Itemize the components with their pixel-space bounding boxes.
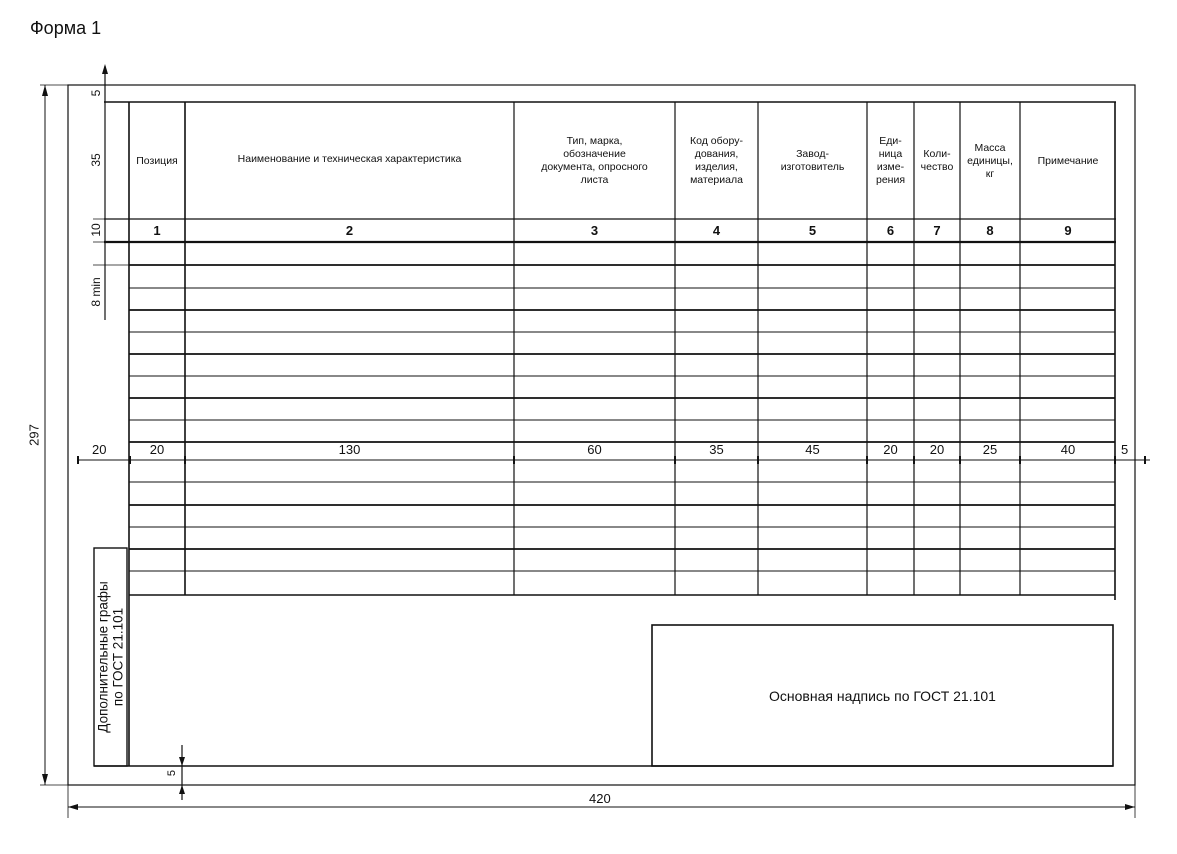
column-number-1: 1 (153, 223, 161, 238)
dim-left-margin: 20 (92, 442, 107, 457)
dim-row-height: 8 min (89, 277, 103, 307)
header-name: Наименование и техническая характеристика (237, 153, 462, 165)
dim-number-row-height: 10 (89, 223, 103, 237)
column-number-3: 3 (590, 223, 599, 238)
additional-columns-note (94, 548, 127, 766)
header-unit: Еди-ница изме-рения (875, 135, 906, 186)
column-number-2: 2 (345, 223, 354, 238)
header-position: Позиция (136, 154, 178, 167)
column-number-5: 5 (808, 223, 817, 238)
column-number-7: 7 (933, 223, 941, 238)
dimension-tick (1144, 456, 1146, 464)
dim-top-margin: 5 (89, 89, 103, 97)
title-block-label: Основная надпись по ГОСТ 21.101 (769, 687, 996, 704)
header-manufacturer: Завод-изготовитель (780, 148, 845, 173)
dim-sheet-width: 420 (589, 791, 611, 806)
form-title: Форма 1 (30, 18, 102, 38)
column-number-4: 4 (712, 223, 721, 238)
column-number-6: 6 (886, 223, 895, 238)
additional-columns-line2: по ГОСТ 21.101 (110, 607, 126, 707)
column-width-1: 20 (149, 442, 165, 457)
header-quantity: Коли-чество (920, 148, 954, 173)
column-width-9: 40 (1060, 442, 1076, 457)
column-number-9: 9 (1064, 223, 1072, 238)
dim-header-height: 35 (89, 153, 103, 167)
header-note: Примечание (1037, 154, 1099, 167)
header-type: Тип, марка, обозначение документа, опросного листа (541, 135, 648, 186)
dim-right-margin: 5 (1121, 442, 1129, 457)
column-width-4: 35 (709, 442, 724, 457)
column-number-8: 8 (986, 223, 994, 238)
column-width-6: 20 (883, 442, 898, 457)
dim-bottom-margin: 5 (166, 769, 178, 777)
column-width-7: 20 (929, 442, 945, 457)
column-width-3: 60 (587, 442, 602, 457)
column-width-8: 25 (982, 442, 998, 457)
dim-sheet-height: 297 (26, 424, 42, 446)
dimension-tick (77, 456, 79, 464)
additional-columns-line1: Дополнительные графы (95, 581, 111, 733)
column-width-2: 130 (338, 442, 361, 457)
header-mass: Масса единицы, кг (967, 141, 1013, 180)
column-width-5: 45 (805, 442, 820, 457)
header-code: Код обору-дования, изделия, материала (690, 135, 743, 186)
